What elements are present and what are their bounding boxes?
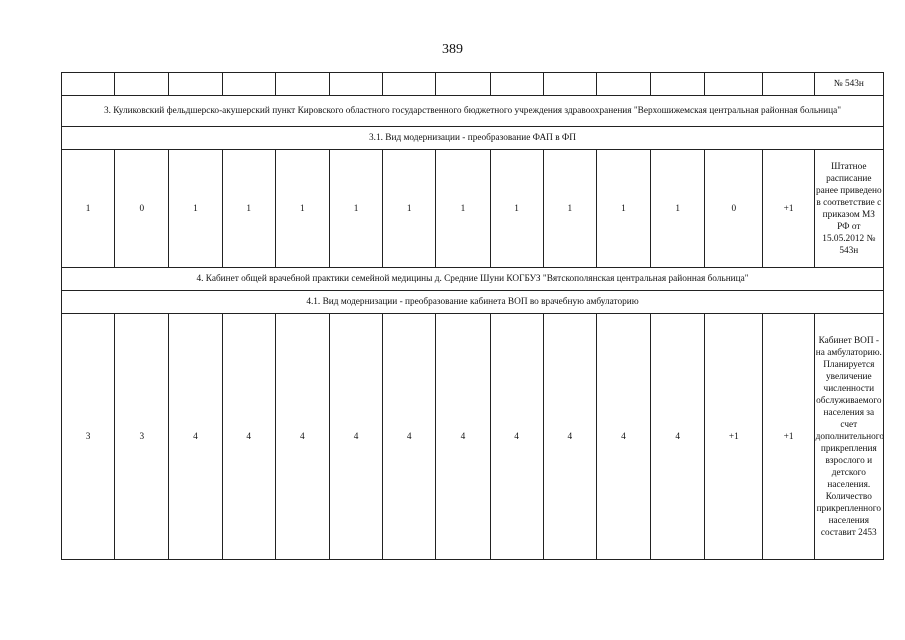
table-cell: 3 [115, 314, 169, 560]
data-table [61, 72, 884, 560]
table-cell: 1 [169, 150, 222, 268]
table-cell [651, 73, 705, 96]
table-cell: 1 [329, 150, 382, 268]
table-cell: 1 [596, 150, 650, 268]
section-3-header-row [62, 96, 884, 127]
table-cell [490, 73, 543, 96]
table-cell [763, 73, 814, 96]
page-number: 389 [442, 42, 463, 57]
section-3-data-row [62, 150, 884, 268]
section-3-subheader-row [62, 127, 884, 150]
table-cell [62, 73, 115, 96]
table-cell [543, 73, 596, 96]
table-cell: 4 [275, 314, 329, 560]
table-cell: 4 [543, 314, 596, 560]
table-cell: 1 [222, 150, 275, 268]
table-row-top [62, 73, 884, 96]
table-cell [596, 73, 650, 96]
table-cell: +1 [763, 150, 814, 268]
table-cell: 1 [383, 150, 436, 268]
table-cell: 0 [705, 150, 763, 268]
section-4-subheader-row [62, 291, 884, 314]
table-cell [115, 73, 169, 96]
section-3-note: Штатное расписание ранее приведено в соответствие с приказом МЗ РФ от 15.05.2012 № 543н [814, 150, 883, 268]
table-cell: 4 [169, 314, 222, 560]
table-cell: 1 [651, 150, 705, 268]
table-cell: +1 [705, 314, 763, 560]
table-cell: 4 [490, 314, 543, 560]
section-4-header-row [62, 268, 884, 291]
top-row-note: № 543н [814, 73, 883, 96]
table-cell: 1 [543, 150, 596, 268]
section-4-data-row [62, 314, 884, 560]
table-cell [329, 73, 382, 96]
section-4-note: Кабинет ВОП - на амбулаторию. Планируется увеличение численности обслуживаемого населения за счет дополнительного прикрепления взрослого и детского населения. Количество прикрепленного населения составит 2453 [814, 314, 883, 560]
table-cell: 4 [329, 314, 382, 560]
table-cell: 3 [62, 314, 115, 560]
table-cell [705, 73, 763, 96]
table-cell: 1 [62, 150, 115, 268]
table-cell [169, 73, 222, 96]
table-cell: 4 [436, 314, 490, 560]
table-cell: 4 [596, 314, 650, 560]
section-3-title: 3. Куликовский фельдшерско-акушерский пункт Кировского областного государственного бюджетного учреждения здравоохранения "Верхошижемская центральная районная больница" [62, 96, 884, 127]
table-cell: 4 [651, 314, 705, 560]
section-4-subtitle: 4.1. Вид модернизации - преобразование кабинета ВОП во врачебную амбулаторию [62, 291, 884, 314]
table-cell: 4 [222, 314, 275, 560]
table-cell: 0 [115, 150, 169, 268]
table-cell: +1 [763, 314, 814, 560]
table-cell [383, 73, 436, 96]
table-cell: 1 [436, 150, 490, 268]
section-4-title: 4. Кабинет общей врачебной практики семейной медицины д. Средние Шуни КОГБУЗ "Вятскополянская центральная районная больница" [62, 268, 884, 291]
table-cell [275, 73, 329, 96]
table-cell: 1 [490, 150, 543, 268]
table-cell: 1 [275, 150, 329, 268]
table-cell [222, 73, 275, 96]
section-3-subtitle: 3.1. Вид модернизации - преобразование ФАП в ФП [62, 127, 884, 150]
table-cell [436, 73, 490, 96]
table-cell: 4 [383, 314, 436, 560]
